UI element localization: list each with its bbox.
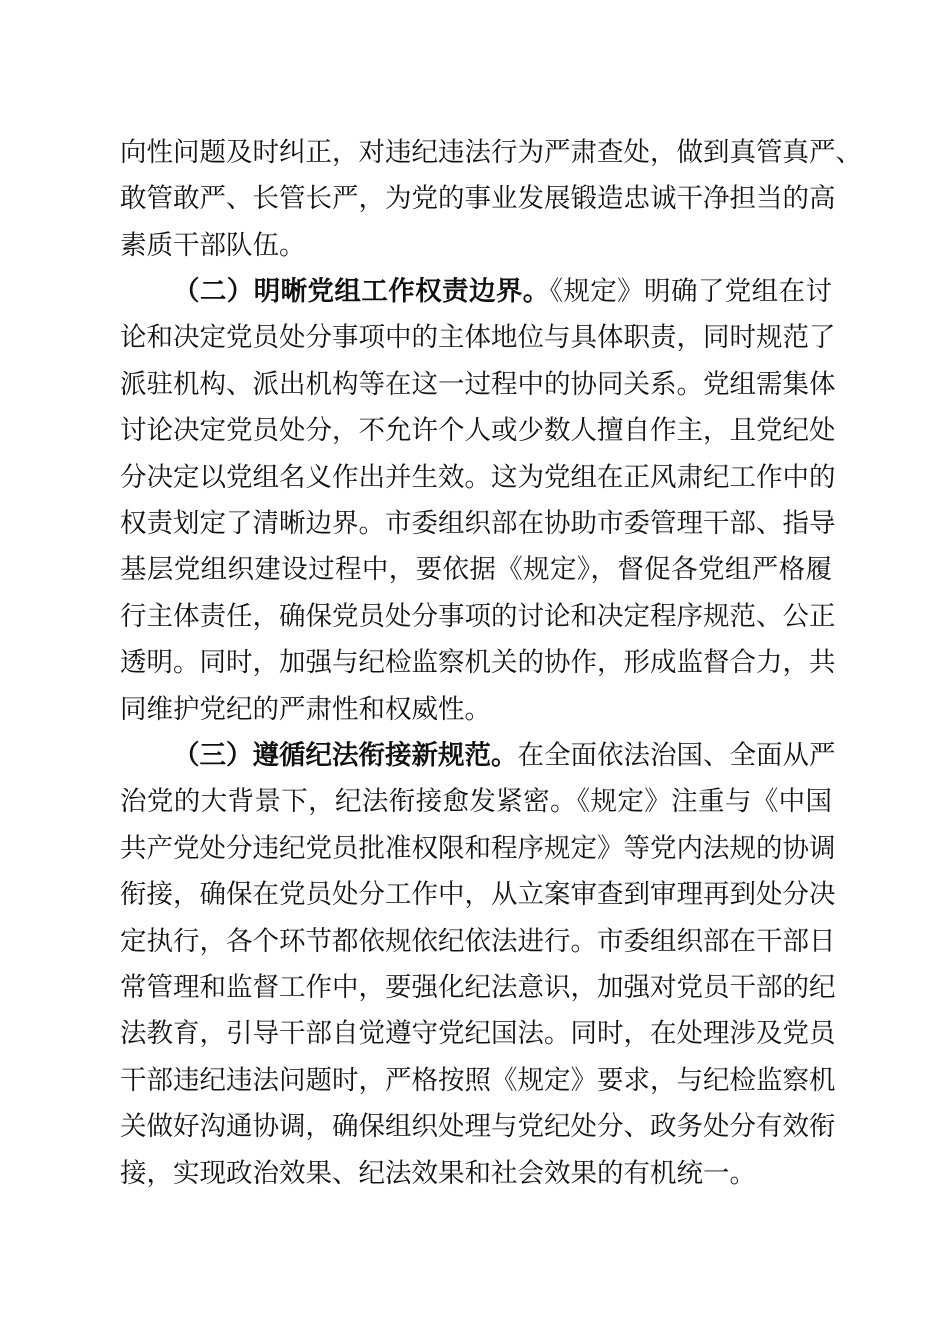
text-line: 治党的大背景下，纪法衔接愈发紧密。《规定》注重与《中国 — [120, 786, 832, 818]
paragraph-2 — [120, 269, 836, 733]
heading-line-rest: 在全面依法治国、全面从严 — [517, 740, 836, 771]
text-line: 关做好沟通协调，确保组织处理与党纪处分、政务处分有效衔 — [120, 1111, 836, 1143]
text-line: 敢管敢严、长管长严，为党的事业发展锻造忠诚干净担当的高 — [120, 183, 836, 215]
text-line: 论和决定党员处分事项中的主体地位与具体职责，同时规范了 — [120, 322, 836, 354]
text-line: 向性问题及时纠正，对违纪违法行为严肃查处，做到真管真严、 — [120, 137, 862, 168]
text-line: 接，实现政治效果、纪法效果和社会效果的有机统一。 — [120, 1157, 756, 1189]
text-line: 衔接，确保在党员处分工作中，从立案审查到审理再到处分决 — [120, 879, 836, 911]
text-line: 常管理和监督工作中，要强化纪法意识，加强对党员干部的纪 — [120, 971, 836, 1003]
heading-line-rest: 《规定》明确了党组在讨 — [549, 276, 832, 307]
text-line: 共产党处分违纪党员批准权限和程序规定》等党内法规的协调 — [120, 832, 836, 864]
text-line: 分决定以党组名义作出并生效。这为党组在正风肃纪工作中的 — [120, 461, 836, 493]
paragraph-1 — [120, 130, 862, 269]
text-line: 权责划定了清晰边界。市委组织部在协助市委管理干部、指导 — [120, 507, 836, 539]
section-heading: （三）遵循纪法衔接新规范。 — [173, 740, 518, 771]
text-line: 派驻机构、派出机构等在这一过程中的协同关系。党组需集体 — [120, 368, 836, 400]
section-heading: （二）明晰党组工作权责边界。 — [173, 276, 550, 307]
text-line: 透明。同时，加强与纪检监察机关的协作，形成监督合力，共 — [120, 647, 836, 679]
text-line: 讨论决定党员处分，不允许个人或少数人擅自作主，且党纪处 — [120, 415, 836, 447]
text-line: 法教育，引导干部自觉遵守党纪国法。同时，在处理涉及党员 — [120, 1018, 836, 1050]
text-line — [120, 269, 832, 315]
paragraph-3 — [120, 733, 836, 1197]
text-line: 同维护党纪的严肃性和权威性。 — [120, 693, 491, 725]
text-line: 基层党组织建设过程中，要依据《规定》，督促各党组严格履 — [120, 554, 832, 586]
text-line: 行主体责任，确保党员处分事项的讨论和决定程序规范、公正 — [120, 600, 836, 632]
text-line: 干部违纪违法问题时，严格按照《规定》要求，与纪检监察机 — [120, 1064, 836, 1096]
text-line — [120, 733, 836, 779]
text-line: 定执行，各个环节都依规依纪依法进行。市委组织部在干部日 — [120, 925, 836, 957]
text-line: 素质干部队伍。 — [120, 229, 306, 261]
